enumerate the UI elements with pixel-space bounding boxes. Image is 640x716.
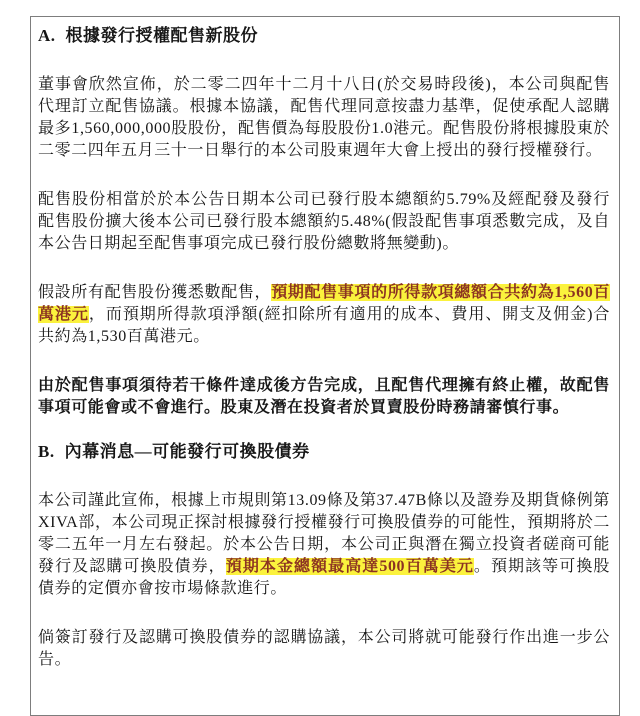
paragraph-text: 倘簽訂發行及認購可換股債券的認購協議，本公司將就可能發行作出進一步公告。 — [38, 629, 610, 668]
section-b-letter: B. — [38, 442, 55, 461]
paragraph-text: 由於配售事項須待若干條件達成後方告完成，且配售代理擁有終止權，故配售事項可能會或不會進行。股東及潛在投資者於買賣股份時務請審慎行事。 — [38, 377, 610, 416]
paragraph-convertible-bonds — [38, 490, 610, 600]
document-frame — [30, 16, 620, 716]
paragraph-placing-agreement — [38, 74, 610, 162]
paragraph-proceeds — [38, 282, 610, 348]
paragraph-text-post: ，而預期所得款項淨額(經扣除所有適用的成本、費用、開支及佣金)合共約為1,530百萬港元。 — [38, 306, 610, 345]
highlight-principal-amount: 預期本金總額最高達500百萬美元 — [225, 558, 474, 575]
paragraph-text-post: 。預期該等可換股債券的定價亦會按市場條款進行。 — [38, 558, 610, 597]
section-a-letter: A. — [38, 26, 56, 45]
section-a-title: 根據發行授權配售新股份 — [65, 26, 259, 45]
paragraph-text-pre: 本公司謹此宣佈，根據上市規則第13.09條及第37.47B條以及證券及期貨條例第XIVA部，本公司現正探討根據發行授權發行可換股債券的可能性，預期將於二零二五年一月左右發起。於本公告日期，本公司正與潛在獨立投資者磋商可能發行及認購可換股債券， — [38, 492, 610, 575]
section-b-heading — [38, 441, 610, 463]
section-a-heading — [38, 25, 610, 47]
paragraph-further-announcement — [38, 627, 610, 671]
paragraph-text-pre: 假設所有配售股份獲悉數配售， — [38, 284, 272, 301]
paragraph-warning-bold — [38, 375, 610, 419]
highlight-gross-proceeds: 預期配售事項的所得款項總額合共約為1,560百萬港元 — [38, 284, 610, 323]
paragraph-text: 配售股份相當於於本公告日期本公司已發行股本總額約5.79%及經配發及發行配售股份擴大後本公司已發行股本總額約5.48%(假設配售事項悉數完成，及自本公告日期起至配售事項完成已發行股份總數將無變動)。 — [38, 191, 610, 252]
paragraph-share-capital-percentages — [38, 189, 610, 255]
section-b-title: 內幕消息—可能發行可換股債券 — [64, 442, 310, 461]
paragraph-text: 董事會欣然宣佈，於二零二四年十二月十八日(於交易時段後)，本公司與配售代理訂立配售協議。根據本協議，配售代理同意按盡力基準，促使承配人認購最多1,560,000,000股股份，配售價為每股股份1.0港元。配售股份將根據股東於二零二四年五月三十一日舉行的本公司股東週年大會上授出的發行授權發行。 — [38, 76, 610, 159]
